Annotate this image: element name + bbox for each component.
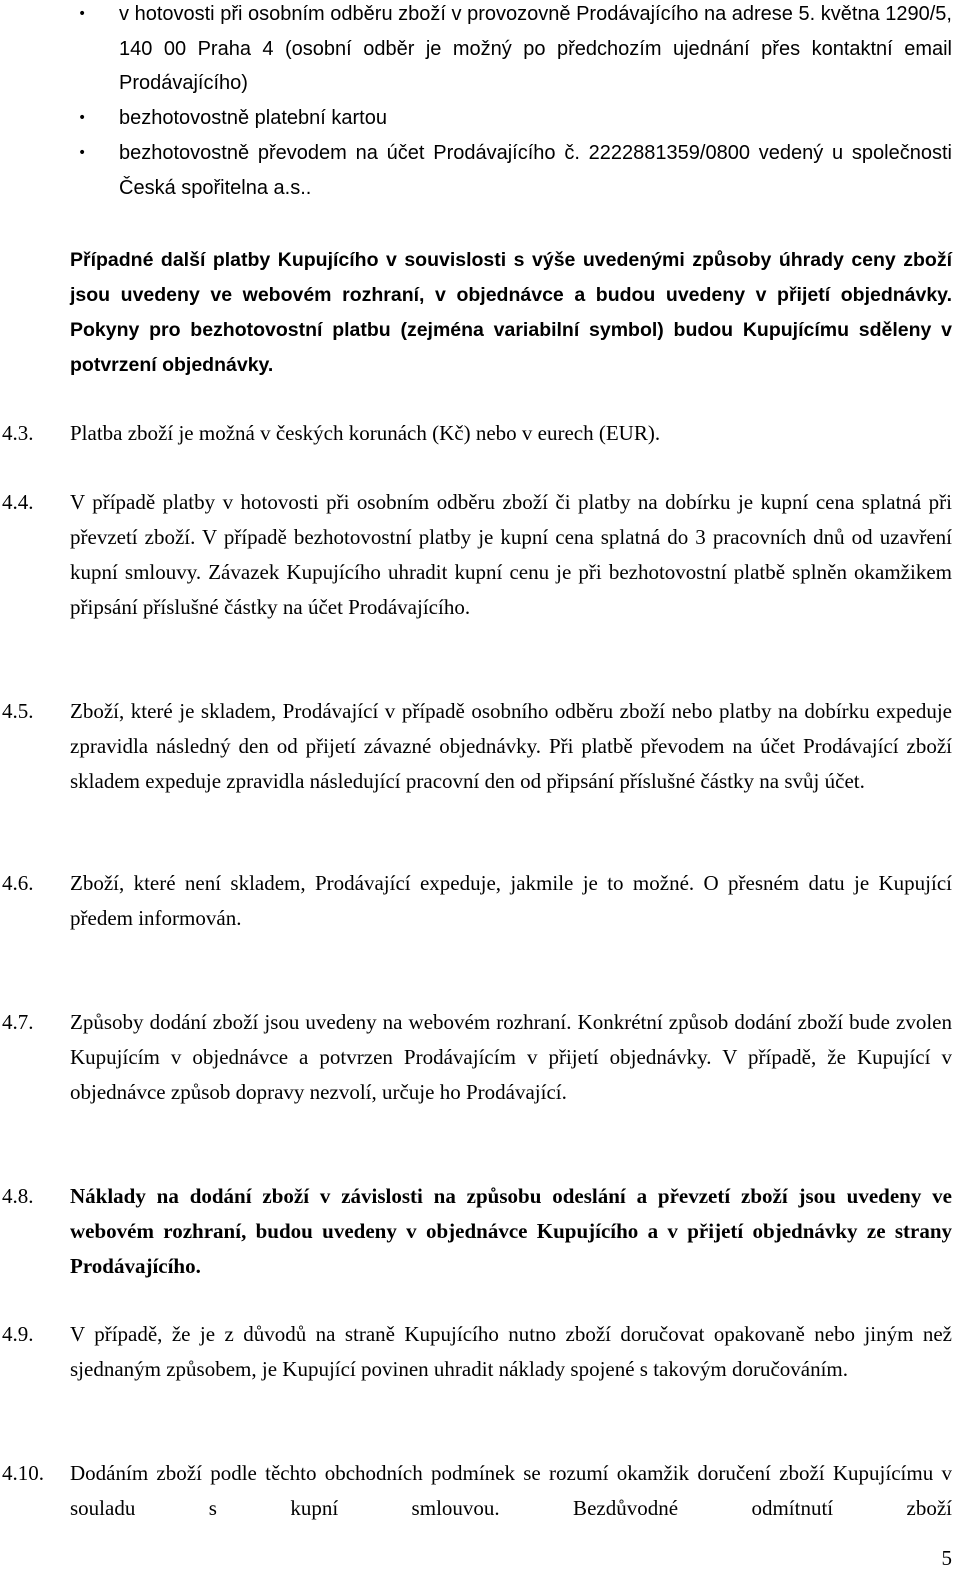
section-number: 4.3. [2, 421, 34, 445]
bullet-text: v hotovosti při osobním odběru zboží v provozovně Prodávajícího na adrese 5. května 1290/5, 140 00 Praha 4 (osobní odběr je možný po předchozím ujednání přes kontaktní email Prodávajícího) [119, 3, 952, 94]
list-item [0, 136, 960, 205]
bullet-text: bezhotovostně platební kartou [119, 107, 387, 129]
section-number: 4.5. [2, 699, 34, 723]
bullet-text: bezhotovostně převodem na účet Prodávajícího č. 2222881359/0800 vedený u společnosti Česká spořitelna a.s.. [119, 142, 952, 199]
section-text: Způsoby dodání zboží jsou uvedeny na webovém rozhraní. Konkrétní způsob dodání zboží bude zvolen Kupujícím v objednávce a potvrzen Prodávajícím v přijetí objednávky. V případě, že Kupující v objednávce způsob dopravy nezvolí, určuje ho Prodávající. [70, 1010, 952, 1104]
section-number: 4.4. [2, 490, 34, 514]
list-item [0, 101, 960, 136]
page-number: 5 [941, 1546, 952, 1570]
bullet-icon: • [78, 145, 87, 161]
section-text: Zboží, které není skladem, Prodávající expeduje, jakmile je to možné. O přesném datu je Kupující předem informován. [70, 871, 952, 930]
bullet-icon: • [78, 6, 87, 22]
section-text: V případě platby v hotovosti při osobním odběru zboží či platby na dobírku je kupní cena splatná při převzetí zboží. V případě bezhotovostní platby je kupní cena splatná do 3 pracovních dnů od uzavření kupní smlouvy. Závazek Kupujícího uhradit kupní cenu je při bezhotovostní platbě splněn okamžikem připsání příslušné částky na účet Prodávajícího. [70, 490, 952, 619]
section-text: Dodáním zboží podle těchto obchodních podmínek se rozumí okamžik doručení zboží Kupujícímu v souladu s kupní smlouvou. Bezdůvodné odmítnutí zboží [70, 1461, 952, 1520]
intro-paragraph: Případné další platby Kupujícího v souvislosti s výše uvedenými způsoby úhrady ceny zboží jsou uvedeny ve webovém rozhraní, v objednávce a budou uvedeny v přijetí objednávky. Pokyny pro bezhotovostní platbu (zejména variabilní symbol) budou Kupujícímu sděleny v potvrzení objednávky. [70, 249, 952, 376]
section-number: 4.8. [2, 1184, 34, 1208]
section-number: 4.6. [2, 871, 34, 895]
bullet-icon: • [78, 110, 87, 126]
section-number: 4.7. [2, 1010, 34, 1034]
section-number: 4.9. [2, 1322, 34, 1346]
section-text: Náklady na dodání zboží v závislosti na způsobu odeslání a převzetí zboží jsou uvedeny ve webovém rozhraní, budou uvedeny v objednávce Kupujícího a v přijetí objednávky ze strany Prodávajícího. [70, 1184, 952, 1278]
list-item [0, 0, 960, 101]
section-text: Zboží, které je skladem, Prodávající v případě osobního odběru zboží nebo platby na dobírku expeduje zpravidla následný den od přijetí závazné objednávky. Při platbě převodem na účet Prodávající zboží skladem expeduje zpravidla následující pracovní den od připsání příslušné částky na svůj účet. [70, 699, 952, 793]
section-text: V případě, že je z důvodů na straně Kupujícího nutno zboží doručovat opakovaně nebo jiným než sjednaným způsobem, je Kupující povinen uhradit náklady spojené s takovým doručováním. [70, 1322, 952, 1381]
section-text: Platba zboží je možná v českých korunách (Kč) nebo v eurech (EUR). [70, 421, 661, 445]
section-number: 4.10. [2, 1461, 44, 1485]
